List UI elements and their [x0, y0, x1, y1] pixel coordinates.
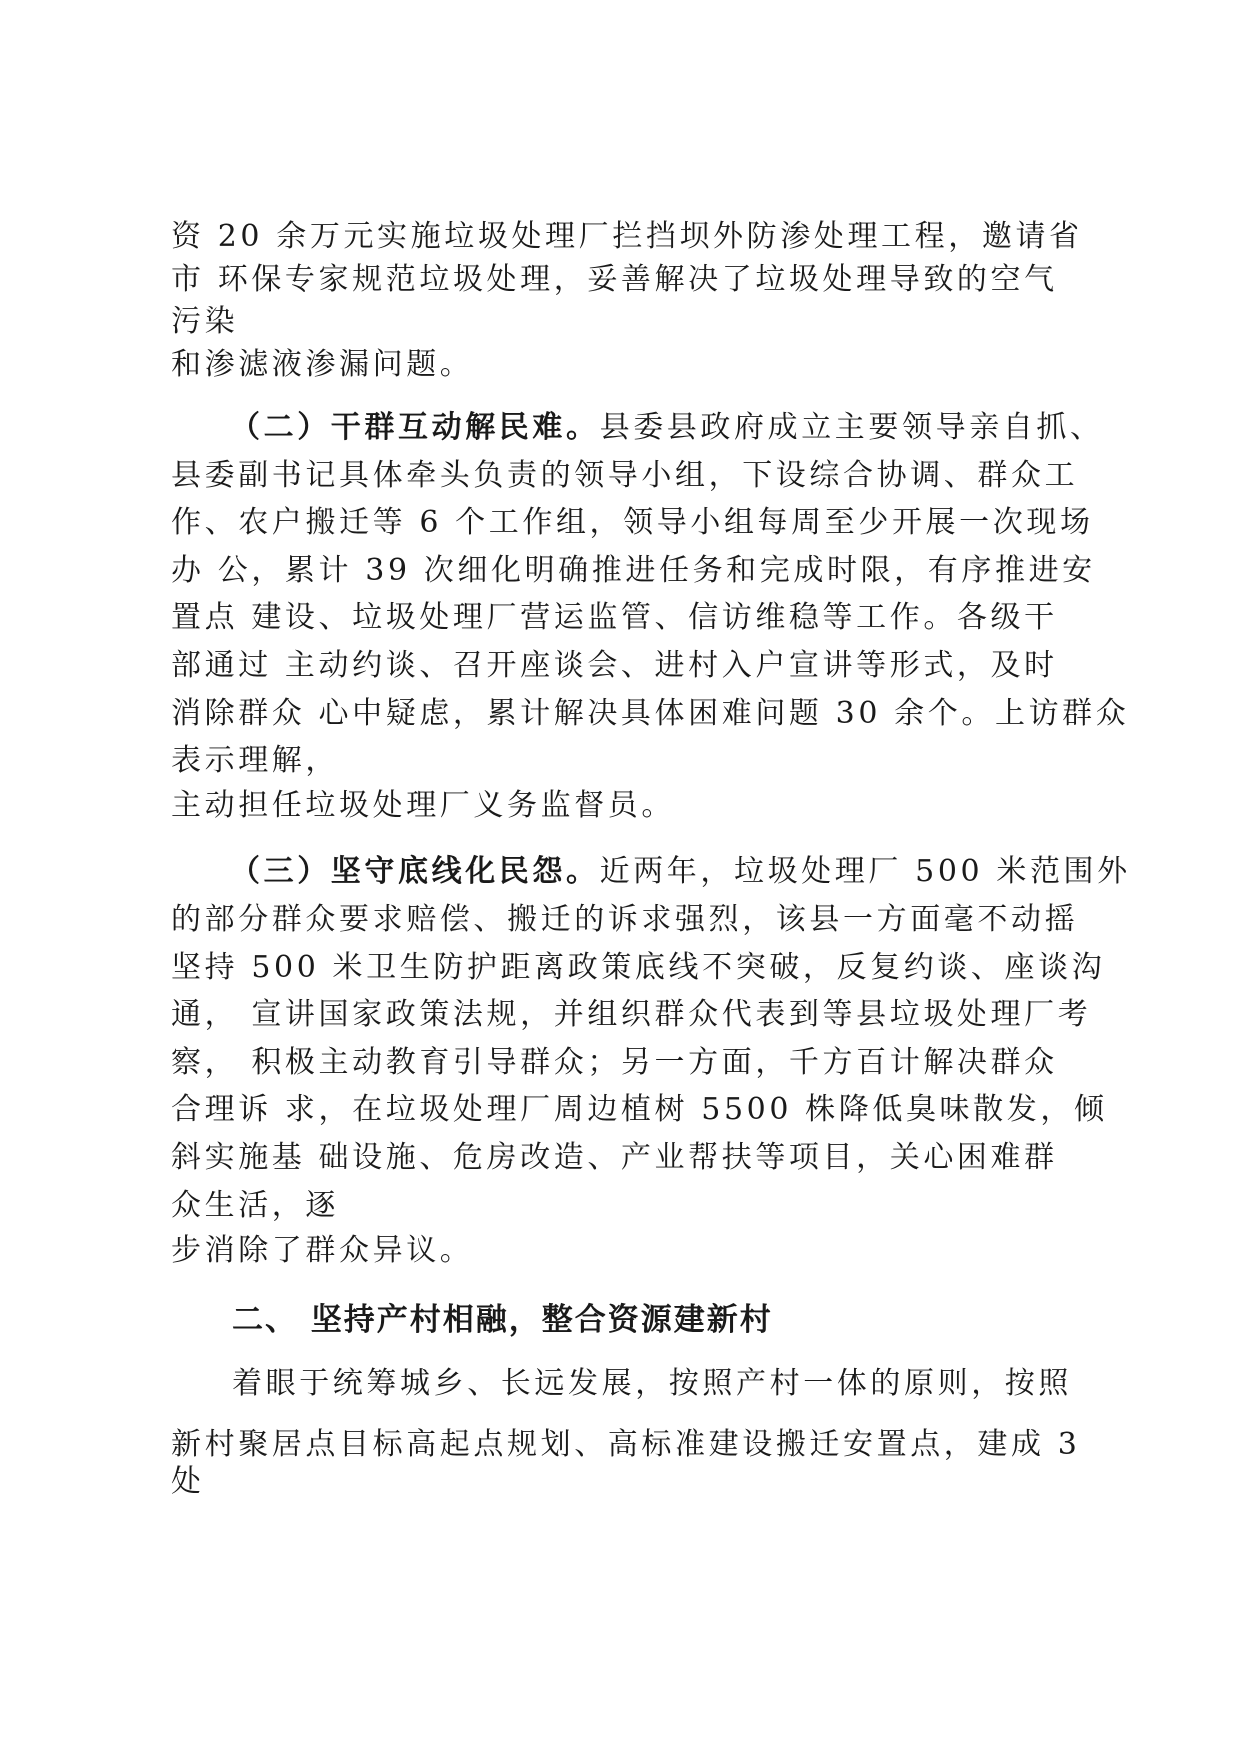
- paragraph-line: 处: [171, 1464, 205, 1499]
- paragraph-first-line: [230, 408, 1104, 448]
- paragraph-first-line: [230, 852, 1131, 892]
- paragraph-line: 和渗滤液渗漏问题。: [171, 347, 474, 382]
- paragraph-line: 部通过 主动约谈、召开座谈会、进村入户宣讲等形式，及时: [171, 648, 1058, 683]
- paragraph-line: 市 环保专家规范垃圾处理，妥善解决了垃圾处理导致的空气: [171, 262, 1058, 297]
- paragraph-line: 表示理解，: [171, 743, 339, 778]
- subsection-heading: （三）坚守底线化民怨。: [230, 854, 600, 889]
- paragraph-line: 的部分群众要求赔偿、搬迁的诉求强烈，该县一方面毫不动摇: [171, 902, 1079, 937]
- paragraph-line: 县委副书记具体牵头负责的领导小组，下设综合协调、群众工: [171, 458, 1079, 493]
- paragraph-line: 消除群众 心中疑虑，累计解决具体困难问题 30 余个。上访群众: [171, 696, 1130, 731]
- paragraph-line: 斜实施基 础设施、危房改造、产业帮扶等项目，关心困难群: [171, 1140, 1058, 1175]
- paragraph-line: 办 公，累计 39 次细化明确推进任务和完成时限，有序推进安: [171, 553, 1096, 588]
- paragraph-line: 新村聚居点目标高起点规划、高标准建设搬迁安置点，建成 3: [171, 1427, 1081, 1462]
- paragraph-line: 众生活，逐: [171, 1188, 339, 1223]
- paragraph-line: 作、农户搬迁等 6 个工作组，领导小组每周至少开展一次现场: [171, 505, 1094, 540]
- paragraph-line: 资 20 余万元实施垃圾处理厂拦挡坝外防渗处理工程，邀请省: [171, 219, 1083, 254]
- subsection-heading: （二）干群互动解民难。: [230, 410, 600, 445]
- paragraph-line: 坚持 500 米卫生防护距离政策底线不突破，反复约谈、座谈沟: [171, 950, 1106, 985]
- paragraph-text: 近两年，垃圾处理厂 500 米范围外: [599, 854, 1131, 889]
- paragraph-line: 步消除了群众异议。: [171, 1233, 474, 1268]
- paragraph-line: 合理诉 求，在垃圾处理厂周边植树 5500 株降低臭味散发，倾: [171, 1092, 1108, 1127]
- paragraph-line: 污染: [171, 304, 239, 339]
- paragraph-first-line: 着眼于统筹城乡、长远发展，按照产村一体的原则，按照: [232, 1366, 1072, 1401]
- paragraph-line: 主动担任垃圾处理厂义务监督员。: [171, 788, 675, 823]
- paragraph-line: 察， 积极主动教育引导群众；另一方面，千方百计解决群众: [171, 1045, 1058, 1080]
- paragraph-text: 县委县政府成立主要领导亲自抓、: [599, 410, 1104, 445]
- paragraph-line: 通， 宣讲国家政策法规，并组织群众代表到等县垃圾处理厂考: [171, 997, 1092, 1032]
- section-heading: 二、 坚持产村相融，整合资源建新村: [232, 1302, 773, 1338]
- paragraph-line: 置点 建设、垃圾处理厂营运监管、信访维稳等工作。各级干: [171, 600, 1058, 635]
